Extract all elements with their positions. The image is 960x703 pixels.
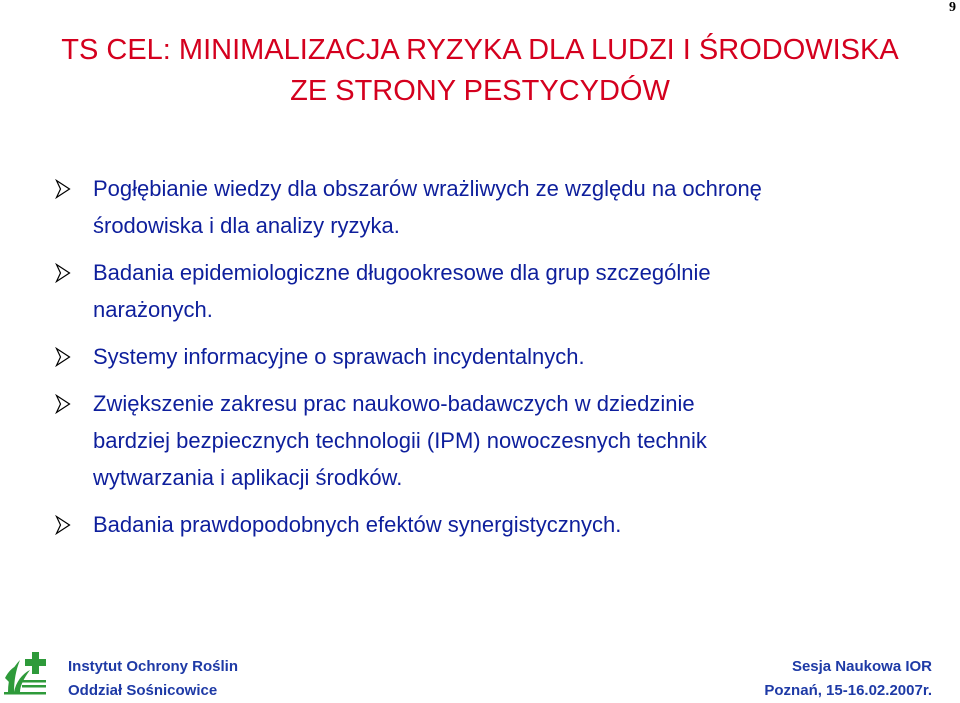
page-number: 9 [949,0,956,15]
arrowhead-outline-icon [55,515,71,535]
arrowhead-outline-icon [55,347,71,367]
plant-cross-logo [2,648,50,696]
bullet-line: Zwiększenie zakresu prac naukowo-badawczych w dziedzinie [93,391,695,416]
bullet-item [55,170,935,244]
bullet-line: narażonych. [93,297,213,322]
arrowhead-outline-icon [55,263,71,283]
title-line-2: ZE STRONY PESTYCYDÓW [290,75,670,107]
bullet-item [55,338,935,375]
bullet-line: środowiska i dla analizy ryzyka. [93,213,400,238]
bullet-line: wytwarzania i aplikacji środków. [93,465,403,490]
bullet-item [55,385,935,496]
bullet-line: bardziej bezpiecznych technologii (IPM) nowoczesnych technik [93,428,707,453]
bullet-item [55,506,935,543]
footer-session [764,655,932,703]
bullet-line: Badania prawdopodobnych efektów synergistycznych. [93,512,622,537]
bullet-line: Pogłębianie wiedzy dla obszarów wrażliwych ze względu na ochronę [93,176,762,201]
slide-title [0,30,960,112]
footer-institute-name: Instytut Ochrony Roślin [68,658,239,675]
arrowhead-outline-icon [55,179,71,199]
bullet-line: Badania epidemiologiczne długookresowe dla grup szczególnie [93,260,711,285]
bullet-item [55,254,935,328]
bullet-list [55,170,935,553]
bullet-line: Systemy informacyjne o sprawach incydentalnych. [93,344,585,369]
footer-session-name: Sesja Naukowa IOR [791,658,932,675]
footer-branch-name: Oddział Sośnicowice [68,682,218,699]
title-line-1: TS CEL: MINIMALIZACJA RYZYKA DLA LUDZI I ŚRODOWISKA [61,34,899,66]
arrowhead-outline-icon [55,394,71,414]
footer-institute [68,655,238,703]
footer-session-date: Poznań, 15-16.02.2007r. [764,682,932,699]
